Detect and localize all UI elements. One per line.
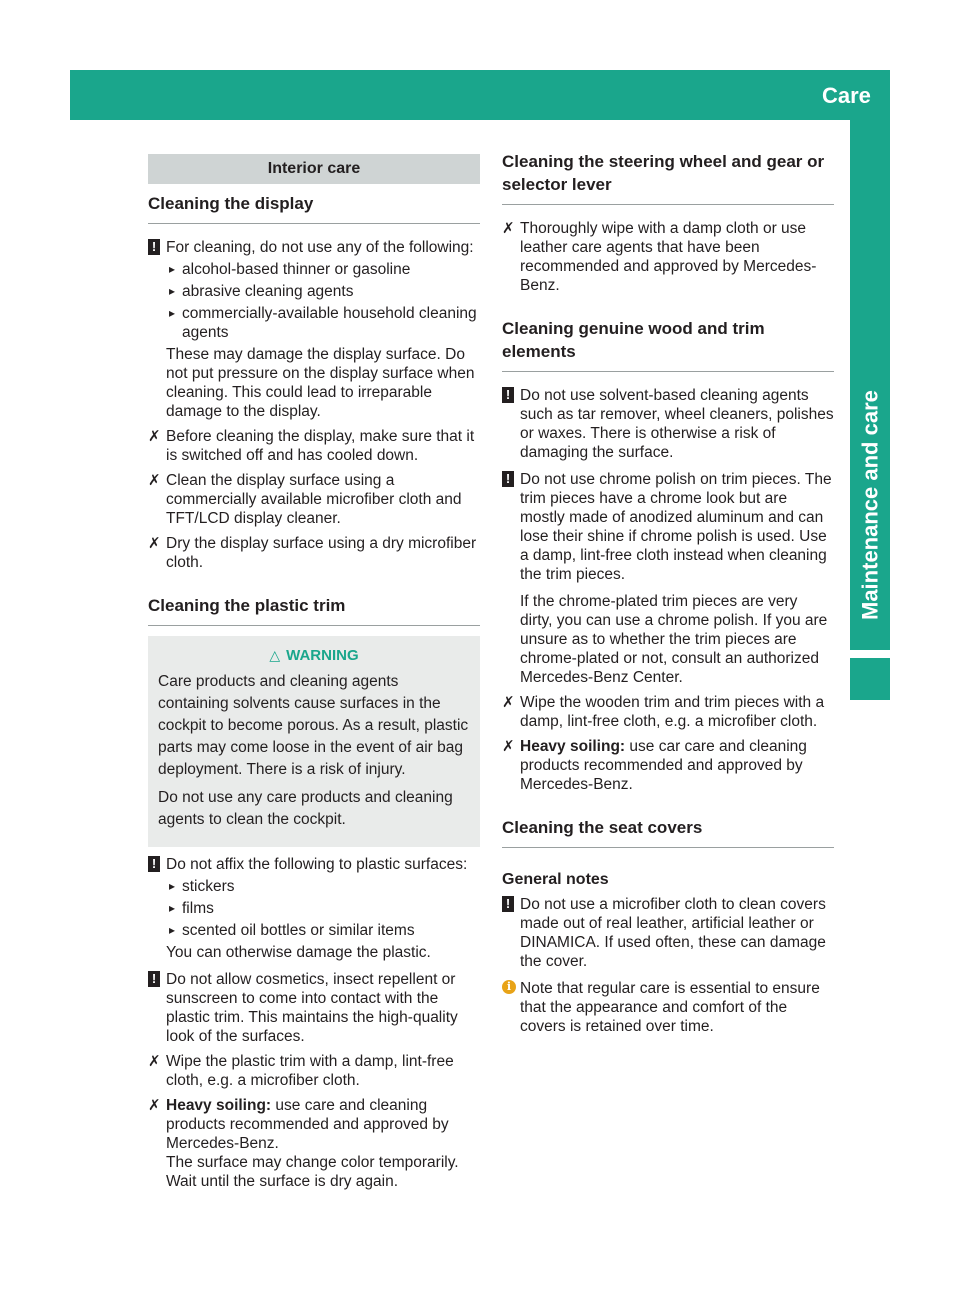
header-title: Care (822, 83, 871, 108)
caution-icon: ! (502, 387, 514, 403)
list-item: ▸ stickers (166, 877, 480, 896)
instruction-step: ✗ Thoroughly wipe with a damp cloth or use leather care agents that have been recommended and approved by Mercedes-Benz. (502, 220, 817, 294)
step-arrow-icon: ✗ (148, 1097, 161, 1114)
note-intro: Do not affix the following to plastic surfaces: (166, 856, 468, 873)
info-icon: i (502, 980, 516, 994)
instruction-step: ✗ Heavy soiling: use car care and cleaning products recommended and approved by Mercedes-Benz. (502, 738, 807, 793)
seat-caution-note (502, 895, 834, 971)
side-tab (850, 120, 890, 650)
heading-cleaning-seats: Cleaning the seat covers (502, 816, 834, 848)
step-arrow-icon: ✗ (148, 472, 161, 489)
note-text: Do not use a microfiber cloth to clean covers made out of real leather, artificial leather or DINAMICA. If used often, these can damage the cover. (520, 896, 826, 970)
chrome-caution-note (502, 470, 834, 687)
heading-cleaning-wood: Cleaning genuine wood and trim elements (502, 317, 834, 372)
caution-icon: ! (148, 856, 160, 872)
note-text: You can otherwise damage the plastic. (166, 944, 431, 961)
list-item: ▸ commercially-available household cleaning agents (166, 304, 480, 342)
seat-info-note (502, 979, 834, 1036)
note-text: These may damage the display surface. Do not put pressure on the display surface when cleaning. This could lead to irreparable damage to the display. (166, 346, 475, 420)
list-item: ▸ alcohol-based thinner or gasoline (166, 260, 480, 279)
page-number: 313 (913, 89, 947, 109)
step-arrow-icon: ✗ (148, 428, 161, 445)
list-item: ▸ abrasive cleaning agents (166, 282, 480, 301)
heading-cleaning-steering: Cleaning the steering wheel and gear or selector lever (502, 150, 834, 205)
instruction-step: ✗ Dry the display surface using a dry microfiber cloth. (148, 535, 477, 571)
warning-title: △ WARNING (269, 647, 359, 664)
plastic-caution-note-2 (148, 970, 480, 1046)
note-text: Do not allow cosmetics, insect repellent or sunscreen to come into contact with the plastic trim. This maintains the high-quality look of the surfaces. (166, 971, 458, 1045)
note-text: Do not use chrome polish on trim pieces. The trim pieces have a chrome look but are mostly made of anodized aluminum and can lose their shine if chrome polish is used. Use a damp, lint-free cloth instead when cleaning the trim pieces. (520, 471, 832, 583)
caution-icon: ! (502, 896, 514, 912)
step-arrow-icon: ✗ (502, 694, 515, 711)
list-item: ▸ scented oil bottles or similar items (166, 921, 480, 940)
warning-box (148, 636, 480, 847)
side-tab-label: Maintenance and care (857, 390, 883, 620)
caution-icon: ! (502, 471, 514, 487)
bullet-list (166, 260, 480, 342)
note-text: Do not use solvent-based cleaning agents such as tar remover, wheel cleaners, polishes or waxes. There is otherwise a risk of damaging the surface. (520, 387, 834, 461)
step-arrow-icon: ✗ (148, 1053, 161, 1070)
caution-icon: ! (148, 971, 160, 987)
caution-icon: ! (148, 239, 160, 255)
instruction-step: ✗ Before cleaning the display, make sure that it is switched off and has cooled down. (148, 428, 475, 464)
step-arrow-icon: ✗ (148, 535, 161, 552)
wood-caution-note (502, 386, 834, 462)
right-column (502, 150, 834, 1036)
warning-text: Care products and cleaning agents containing solvents cause surfaces in the cockpit to become porous. As a result, plastic parts may come loose in the event of air bag deployment. There is a risk of injury. (158, 673, 469, 778)
note-intro: For cleaning, do not use any of the following: (166, 239, 474, 256)
display-caution-note (148, 238, 480, 421)
page-header-bar (70, 70, 947, 120)
list-item: ▸ films (166, 899, 480, 918)
instruction-step: ✗ Clean the display surface using a commercially available microfiber cloth and TFT/LCD display cleaner. (148, 472, 462, 527)
step-arrow-icon: ✗ (502, 220, 515, 237)
header-separator (901, 70, 904, 120)
heading-cleaning-plastic: Cleaning the plastic trim (148, 594, 480, 626)
section-title: Interior care (148, 154, 480, 184)
instruction-step: ✗ Heavy soiling: use care and cleaning products recommended and approved by Mercedes-Benz. The surface may change color temporarily. Wait until the surface is dry again. (148, 1097, 459, 1190)
info-text: Note that regular care is essential to ensure that the appearance and comfort of the covers is retained over time. (520, 980, 820, 1035)
bullet-list (166, 877, 480, 940)
subheading-general-notes: General notes (502, 871, 609, 888)
warning-text: Do not use any care products and cleaning agents to clean the cockpit. (158, 789, 453, 828)
plastic-caution-note (148, 855, 480, 962)
side-tab-marker (850, 658, 890, 700)
step-arrow-icon: ✗ (502, 738, 515, 755)
warning-triangle-icon: △ (269, 647, 281, 663)
left-column (148, 150, 480, 1191)
note-text: If the chrome-plated trim pieces are very dirty, you can use a chrome polish. If you are unsure as to whether the trim pieces are chrome-plated or not, consult an authorized Mercedes-Benz Center. (520, 593, 828, 686)
heading-cleaning-display: Cleaning the display (148, 192, 480, 224)
instruction-step: ✗ Wipe the wooden trim and trim pieces with a damp, lint-free cloth, e.g. a microfiber cloth. (502, 694, 825, 730)
instruction-step: ✗ Wipe the plastic trim with a damp, lint-free cloth, e.g. a microfiber cloth. (148, 1053, 454, 1089)
